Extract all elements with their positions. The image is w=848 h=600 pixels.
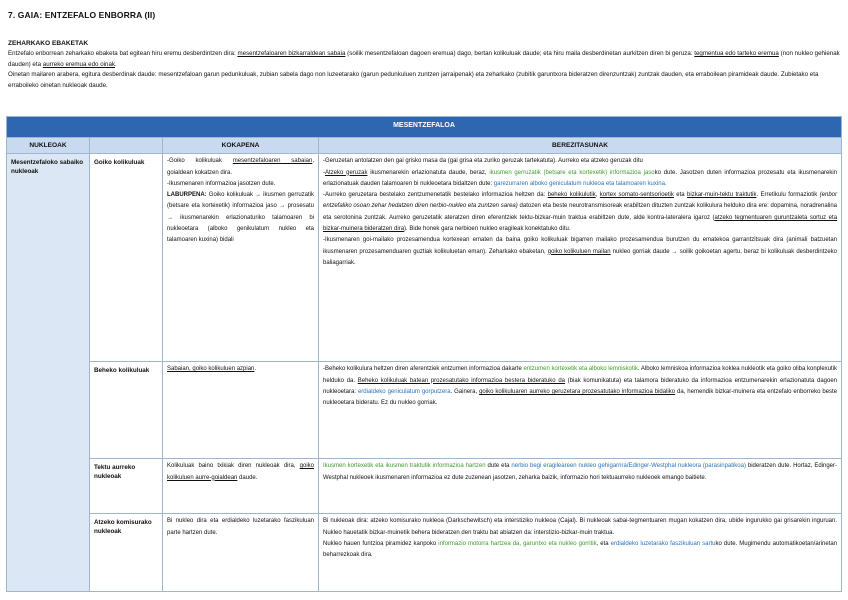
blue-highlight: erdialdeko luzetarako faszikuluan sartu bbox=[610, 540, 716, 547]
blue-highlight: erdialdeko geniculatum gorputzera bbox=[357, 388, 451, 395]
group-label: Mesentzefaloko sabaiko nukleoak bbox=[7, 154, 90, 592]
berezitasunak-cell bbox=[319, 362, 842, 459]
text: ). Bide honek gara nerbioen nukleo eragileak konektatuko ditu. bbox=[404, 226, 571, 233]
kokapena-cell bbox=[163, 154, 319, 362]
text: . Alboko lemniskoa informazioa koklea nukleotik eta goiko oliba konplexutik helduko da. bbox=[323, 366, 838, 384]
green-highlight: informazio motorra hartzea da, garuntxo eta nukleo gorritik bbox=[438, 540, 597, 547]
intro-text: (non nukleo gehienak dauden) eta bbox=[8, 50, 840, 68]
text: dute eta bbox=[485, 463, 512, 470]
underlined-text: goiko kolikuluaren aurreko geruzetara prozesatutako informazioa bidaliko bbox=[479, 388, 676, 395]
text: , goialdean kokatzen dira. bbox=[167, 158, 314, 176]
intro-text: . bbox=[114, 60, 117, 68]
table-row bbox=[7, 514, 842, 592]
italic-text: (enbor entzefaliko osoan zehar hedatzen diren nerbio-nukleo eta zuntzen sarea) bbox=[323, 192, 838, 210]
text: - bbox=[323, 169, 325, 176]
intro-underline-oinak: aurreko eremua edo oinak bbox=[42, 60, 115, 68]
text: daude. bbox=[237, 474, 258, 481]
intro-text: Entzefalo enborrean zeharkako ebaketa bat egitean hiru eremu desberdintzen dira: bbox=[8, 50, 238, 58]
text: nukleo gorriak daude → soilik goikoetan agertu, beraz bi kolikuluak desberdintzeko baliagarriak. bbox=[323, 248, 838, 266]
text: -Ikusmenaren informazioa jasotzen dute. bbox=[167, 180, 276, 187]
page-title: 7. GAIA: ENTZEFALO ENBORRA (II) bbox=[8, 10, 156, 20]
kokapena-cell bbox=[163, 362, 319, 459]
underlined-text: Beheko kolikuluak batean prozesatutako informazioa bestera bideratuko da bbox=[357, 377, 565, 384]
green-highlight: entzumen kortexetik eta alboko lemniskotik bbox=[523, 366, 638, 373]
intro-subtitle: ZEHARKAKO EBAKETAK bbox=[8, 40, 89, 47]
text: . Erretikulu formaziotik bbox=[756, 192, 820, 199]
blue-highlight: nerbio begi eragileareen nukleo gehigarrira/Edinger-Westphal nukleora (parasinpatikoa) bbox=[511, 463, 746, 470]
table-row bbox=[7, 362, 842, 459]
text: -Aurreko geruzetara bestelako zentzumenetatik bestelako informazioa heltzen da: bbox=[323, 192, 548, 199]
header-empty bbox=[90, 138, 163, 154]
underlined-text: kortex somato-sentsorioetik bbox=[599, 192, 674, 199]
kokapena-cell bbox=[163, 459, 319, 514]
berezitasunak-cell bbox=[319, 154, 842, 362]
underlined-text: goiko kolikuluen aurre-goialdean bbox=[167, 463, 314, 481]
text: (biak komunikatuta) eta talamora bideratuko da informazioa entzumenarekin erlazionatuta dagoen nukleoetara: bbox=[323, 377, 838, 395]
text: . bbox=[254, 366, 257, 373]
text: . Gainera, bbox=[450, 388, 480, 395]
intro-underline-sabaia: mesentzefaloaren bizkarraldean sabaia bbox=[237, 50, 346, 58]
text: -Geruzetan antolatzen den gai grisko masa da (gai grisa eta zuriko geruzak tartekatuta). Aurreko eta atzeko geruzak ditu bbox=[323, 158, 643, 165]
underlined-text: Atzeko geruzak bbox=[325, 169, 368, 176]
underlined-text: bizkar-muin-tektu traktutik bbox=[687, 192, 757, 199]
nucleus-name: Atzeko komisurako nukleoak bbox=[90, 514, 163, 592]
intro-section bbox=[8, 39, 840, 91]
nucleus-name: Tektu aurreko nukleoak bbox=[90, 459, 163, 514]
text: Bi nukleo dira eta erdialdeko luzetarako faszikuluan parte hartzen dute. bbox=[167, 518, 314, 536]
intro-text: (soilik mesentzefaloan dagoen eremua) dago, bertan kolikuluak daude; eta hiru maila desberdinetan aurkitzen diren bi geruza: bbox=[345, 50, 695, 58]
kokapena-cell bbox=[163, 514, 319, 592]
text: , bbox=[595, 192, 600, 199]
text: Bi nukleoak dira: atzeko komisurako nukleoa (Darkschewitsch) eta interstiziko nukleoa (Cajal). Bi nukleoak sabai-tegmentuaren mugan kokatzen dira, ubide ingurukko gai grisarekin inguruan. Nukleo hauetatik bizkar-muinetik behera bideratzen den traktu bat abiatzen da: interstizio-bizkar-muin traktua. bbox=[323, 518, 838, 536]
underlined-text: goiko kolikuluen mailan bbox=[547, 248, 611, 255]
table-row bbox=[7, 459, 842, 514]
underlined-text: beheko kolikulutik bbox=[547, 192, 596, 199]
underlined-text: atzeko tegmentuaren guruntzaleta sortuz eta bizkar-muinera bideratzen dira bbox=[323, 214, 838, 233]
text: ikusmenarekin erlazionatuta daude, beraz, bbox=[367, 169, 490, 176]
underlined-text: Sabaian, goiko kolikuluen azpian bbox=[167, 366, 255, 373]
table-super-header: MESENTZEFALOA bbox=[7, 117, 842, 138]
header-berezitasunak: BEREZITASUNAK bbox=[319, 138, 842, 154]
text: ko dute. Mugimendu automatikoetan/arinetan beharrezkoak dira. bbox=[323, 540, 838, 559]
text: -Goiko kolikuluak bbox=[167, 158, 233, 165]
text: , eta bbox=[596, 540, 611, 547]
summary-label: LABURPENA: bbox=[167, 192, 207, 199]
text: datozen eta beste neurotransmisoreak erabiltzen dituzten zuntzak kolikulura helduko dira ere: dopamina, noradrenalina eta serotonina zuntzak. Aurreko geruzetatik ateratzen diren eferentziek tektu-bizkar-muin traktua erabiltzen dute, alde kontra-lateralera igaroz ( bbox=[323, 203, 838, 221]
underlined-text: mesentzefaloaren sabaian bbox=[232, 158, 313, 165]
header-kokapena: KOKAPENA bbox=[163, 138, 319, 154]
green-highlight: Ikusmen kortexetik eta ikusmen traktutik informazioa hartzen bbox=[323, 463, 486, 470]
text: da, hemendik bizkar-muinera eta entzefalo enborreko beste nukleoetara bideratu. Ez du nukleo gorriak. bbox=[323, 388, 838, 407]
green-highlight: ikusmen gerruzatik (betsare eta kortexetik) informazioa jaso bbox=[489, 169, 655, 176]
text: ko dute. Jasotzen duten informazioa prozesatu eta ikusmenarekin erlazionatuak dauden talamoaren bi nukleoetara bidaltzen dute: bbox=[323, 169, 838, 187]
text: -Ikusmenaren goi-mailako prozesamendua kortexean ematen da baina goiko kolikuluak bigarren mailako prozesamendua burutzen du ematekoa garrantzitsuak dira (animali batzuetan ikusmenaren prozesamenduaren guztiak kolikuluetan eman). Zeharkako ebaketan, bbox=[323, 237, 838, 255]
text: -Beheko kolikulura heltzen diren aferentziek entzumen informazioa dakarte bbox=[323, 366, 524, 373]
text: Nukleo hauen funtzioa piramidez kanpoko bbox=[323, 540, 439, 547]
nucleus-name: Goiko kolikuluak bbox=[90, 154, 163, 362]
text: Goiko kolikuluak → ikusmen gerruzatik (betsare eta kortexetik) informazioa jaso → prosesatu → ikusmenarekin erlazionaturiko talamoaren bi nukleoetara (alboko genikulatum nukleo eta talamoaren kuxina) bidali bbox=[167, 192, 314, 244]
blue-highlight: garezurraren alboko geniculatum nukleoa eta talamoaren kuxina. bbox=[493, 180, 667, 187]
table-row bbox=[7, 154, 842, 362]
berezitasunak-cell bbox=[319, 459, 842, 514]
text: Kolikuluak baino txikiak diren nukleoak dira, bbox=[167, 463, 300, 470]
intro-underline-tegmentua: tegmentua edo tarteko eremua bbox=[694, 50, 779, 58]
intro-paragraph-2: Oinetan mailaren arabera, egitura desberdinak daude: mesentzefaloan garun pedunkuluak, zubian sabela dago non luzeetarako (garun pedunkuluen zuntzen jarraipenak) eta zeharkako (zubitik garuntxora bideratzen direnzuntzak) zuntzak dauden, eta erraboilean piramideak daude. Zubietako eta erraboileko oinetan nukleoak daude. bbox=[8, 71, 819, 89]
header-nukleoak: NUKLEOAK bbox=[7, 138, 90, 154]
intro-paragraph-1 bbox=[8, 49, 840, 70]
berezitasunak-cell bbox=[319, 514, 842, 592]
text: eta bbox=[673, 192, 688, 199]
mesentzefaloa-table bbox=[6, 116, 842, 592]
nucleus-name: Beheko kolikuluak bbox=[90, 362, 163, 459]
text: bideratzen dute. Hortaz, Edinger-Westphal nukleoek ikusmenaren informazioa ez dute zuzenean jasotzen, zeharka baizik, informazio hori tektuaurreko nukleoek emango baitiete. bbox=[323, 463, 838, 481]
